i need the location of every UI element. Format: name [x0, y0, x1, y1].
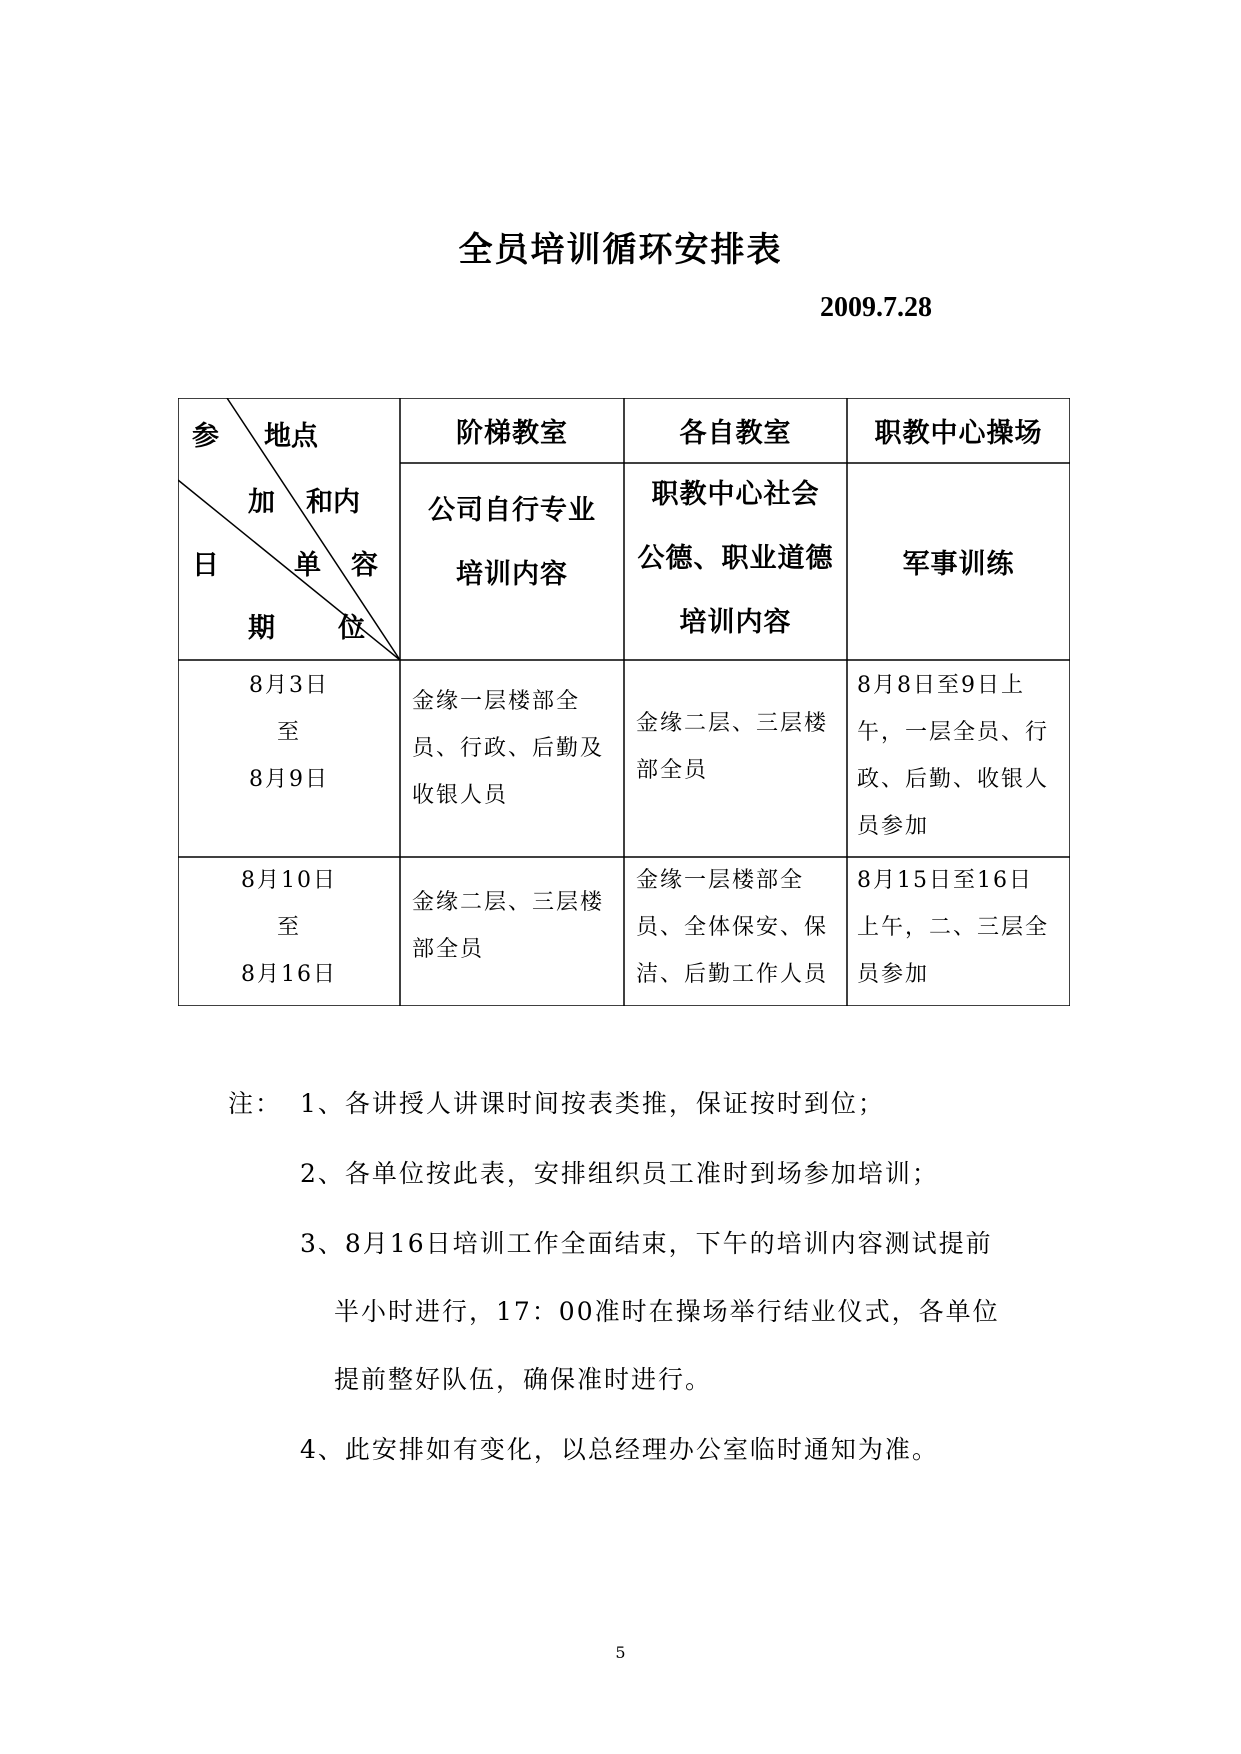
cell-line: 员、全体保安、保 [636, 915, 829, 940]
date-line: 至 [276, 915, 301, 940]
cell-line: 政、后勤、收银人 [857, 767, 1050, 792]
cell-line: 员、行政、后勤及 [412, 736, 605, 761]
cell-line: 员参加 [857, 962, 930, 987]
cell-line: 上午，二、三层全 [857, 915, 1050, 940]
cell-line: 金缘一层楼部全 [636, 868, 805, 893]
content-line: 培训内容 [456, 559, 568, 590]
date-line: 8月9日 [249, 767, 329, 792]
content-military: 军事训练 [902, 549, 1015, 580]
table-row-1-cell-1 [400, 660, 624, 857]
cell-line: 8月8日至9日上 [857, 673, 1025, 698]
note-item-4: 4、此安排如有变化，以总经理办公室临时通知为准。 [300, 1435, 939, 1464]
cell-line: 8月15日至16日 [857, 868, 1033, 893]
content-ethics [624, 463, 847, 660]
cell-line: 午，一层全员、行 [857, 720, 1050, 745]
content-line: 职教中心社会 [651, 479, 820, 510]
page-number: 5 [615, 1643, 626, 1662]
date-line: 至 [276, 720, 301, 745]
note-item-3-cont-1: 半小时进行，17：00准时在操场举行结业仪式，各单位 [334, 1297, 1000, 1326]
location-playground: 职教中心操场 [874, 418, 1043, 449]
table-row-2-cell-1 [400, 857, 624, 1006]
date-line: 8月16日 [241, 962, 337, 987]
location-own-classroom: 各自教室 [679, 418, 792, 449]
table-row-1-cell-3 [847, 660, 1070, 857]
header-unit-char-1: 单 [294, 550, 321, 581]
date-line: 8月10日 [241, 868, 337, 893]
cell-line: 员参加 [857, 814, 930, 839]
cell-line: 金缘一层楼部全 [412, 689, 581, 714]
cell-line: 金缘二层、三层楼 [412, 890, 605, 915]
header-participant-char: 参 [192, 421, 219, 452]
header-join-char: 加 [248, 487, 275, 518]
header-unit-char-2: 位 [338, 613, 365, 644]
note-item-1: 1、各讲授人讲课时间按表类推，保证按时到位； [300, 1089, 885, 1118]
cell-line: 洁、后勤工作人员 [636, 962, 829, 987]
document-date: 2009.7.28 [820, 292, 932, 323]
note-item-3: 3、8月16日培训工作全面结束，下午的培训内容测试提前 [300, 1229, 993, 1258]
content-professional [400, 463, 624, 660]
header-date-char-1: 日 [192, 550, 219, 581]
cell-line: 收银人员 [412, 783, 509, 808]
content-line: 公德、职业道德 [637, 543, 834, 574]
page-title: 全员培训循环安排表 [458, 230, 783, 270]
cell-line: 金缘二层、三层楼 [636, 711, 829, 736]
header-location-label: 地点 [264, 421, 318, 452]
note-item-2: 2、各单位按此表，安排组织员工准时到场参加培训； [300, 1159, 939, 1188]
table-row-1-cell-2 [624, 660, 847, 857]
cell-line: 部全员 [412, 937, 485, 962]
table-row-2-date [178, 857, 400, 1006]
header-content-label: 和内 [306, 487, 360, 518]
table-row-2-cell-3 [847, 857, 1070, 1006]
cell-line: 部全员 [636, 758, 709, 783]
table-row-2-cell-2 [624, 857, 847, 1006]
header-date-char-2: 期 [248, 613, 275, 644]
table-row-1-date [178, 660, 400, 857]
header-content-char: 容 [351, 550, 378, 581]
note-item-3-cont-2: 提前整好队伍，确保准时进行。 [334, 1365, 713, 1394]
content-line: 培训内容 [679, 607, 792, 638]
schedule-table [178, 398, 1070, 1006]
notes-label: 注： [228, 1089, 283, 1118]
location-lecture-hall: 阶梯教室 [456, 418, 568, 449]
date-line: 8月3日 [249, 673, 329, 698]
content-line: 公司自行专业 [428, 495, 596, 526]
